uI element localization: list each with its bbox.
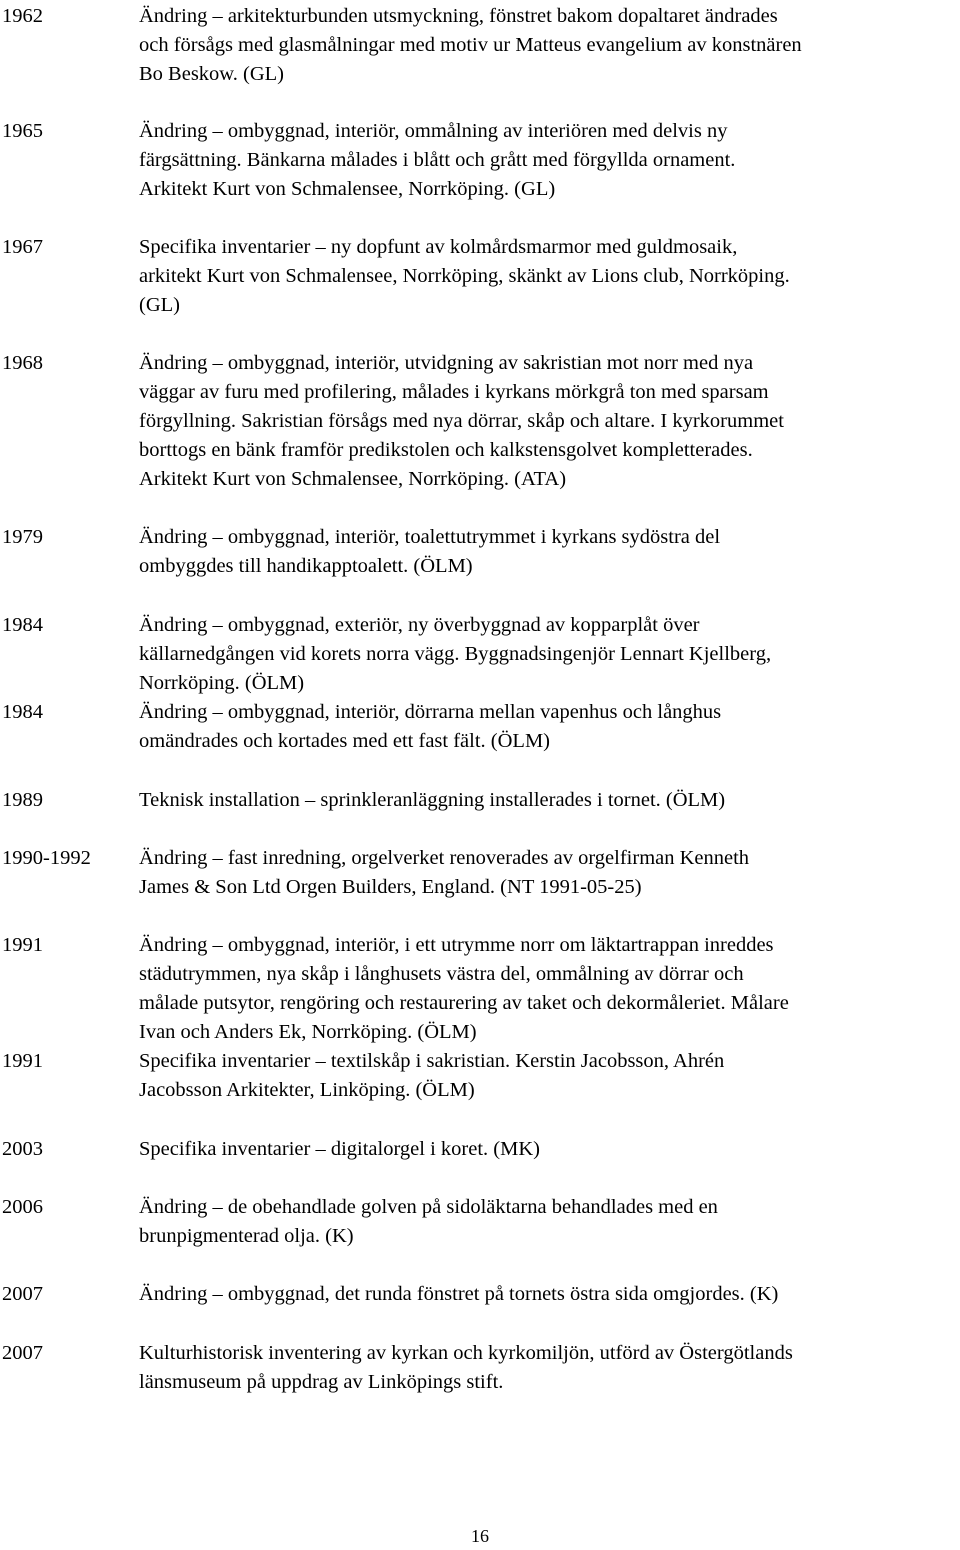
entry-text — [139, 931, 939, 1047]
entry-year: 2003 — [2, 1138, 43, 1160]
entry-text — [139, 1135, 939, 1164]
entry-year: 1991 — [2, 934, 43, 956]
entry-line: Teknisk installation – sprinkleranläggning installerades i tornet. (ÖLM) — [139, 789, 726, 811]
entry-line: Norrköping. (ÖLM) — [139, 672, 305, 694]
entry-line: arkitekt Kurt von Schmalensee, Norrköping, skänkt av Lions club, Norrköping. — [139, 265, 790, 287]
entry-line: brunpigmenterad olja. (K) — [139, 1225, 354, 1247]
entry-line: färgsättning. Bänkarna målades i blått och grått med förgyllda ornament. — [139, 149, 736, 171]
entry-line: Ändring – ombyggnad, exteriör, ny överbyggnad av kopparplåt över — [139, 614, 700, 636]
entry-line: städutrymmen, nya skåp i långhusets västra del, ommålning av dörrar och — [139, 963, 744, 985]
entry-text — [139, 1280, 939, 1309]
entry-line: Ändring – ombyggnad, det runda fönstret på tornets östra sida omgjordes. (K) — [139, 1283, 779, 1305]
entry-year: 2007 — [2, 1283, 43, 1305]
entry-line: Jacobsson Arkitekter, Linköping. (ÖLM) — [139, 1079, 475, 1101]
entry-year: 1990-1992 — [2, 847, 91, 869]
entry-line: ombyggdes till handikapptoalett. (ÖLM) — [139, 555, 473, 577]
entry-text — [139, 611, 939, 698]
entry-year: 1991 — [2, 1050, 43, 1072]
entry-text — [139, 233, 939, 320]
entry-line: Ändring – ombyggnad, interiör, utvidgning av sakristian mot norr med nya — [139, 352, 754, 374]
entry-line: James & Son Ltd Orgen Builders, England. (NT 1991-05-25) — [139, 876, 642, 898]
entry-text — [139, 2, 939, 89]
entry-line: målade putsytor, rengöring och restaurering av taket och dekormåleriet. Målare — [139, 992, 789, 1014]
entry-text — [139, 117, 939, 204]
entry-line: förgyllning. Sakristian försågs med nya dörrar, skåp och altare. I kyrkorummet — [139, 410, 784, 432]
entry-year: 1979 — [2, 526, 43, 548]
entry-year: 1989 — [2, 789, 43, 811]
entry-line: Ändring – ombyggnad, interiör, ommålning av interiören med delvis ny — [139, 120, 728, 142]
entry-year: 1965 — [2, 120, 43, 142]
entry-line: källarnedgången vid korets norra vägg. Byggnadsingenjör Lennart Kjellberg, — [139, 643, 772, 665]
entry-line: Specifika inventarier – ny dopfunt av kolmårdsmarmor med guldmosaik, — [139, 236, 738, 258]
entry-line: omändrades och kortades med ett fast fält. (ÖLM) — [139, 730, 551, 752]
entry-year: 1962 — [2, 5, 43, 27]
entry-line: Specifika inventarier – textilskåp i sakristian. Kerstin Jacobsson, Ahrén — [139, 1050, 725, 1072]
entry-line: Kulturhistorisk inventering av kyrkan och kyrkomiljön, utförd av Östergötlands — [139, 1342, 793, 1364]
entry-line: Ändring – ombyggnad, interiör, toalettutrymmet i kyrkans sydöstra del — [139, 526, 721, 548]
entry-line: (GL) — [139, 294, 180, 316]
entry-text — [139, 523, 939, 581]
entry-text — [139, 349, 939, 494]
entry-line: Arkitekt Kurt von Schmalensee, Norrköping. (GL) — [139, 178, 556, 200]
entry-line: och försågs med glasmålningar med motiv ur Matteus evangelium av konstnären — [139, 34, 802, 56]
entry-text — [139, 786, 939, 815]
entry-text — [139, 1047, 939, 1105]
entry-text — [139, 1193, 939, 1251]
entry-year: 1967 — [2, 236, 43, 258]
entry-year: 1984 — [2, 701, 43, 723]
entry-line: Ändring – arkitekturbunden utsmyckning, fönstret bakom dopaltaret ändrades — [139, 5, 778, 27]
entry-line: Specifika inventarier – digitalorgel i koret. (MK) — [139, 1138, 540, 1160]
entry-line: Ändring – ombyggnad, interiör, dörrarna mellan vapenhus och långhus — [139, 701, 722, 723]
entry-year: 2007 — [2, 1342, 43, 1364]
entry-line: länsmuseum på uppdrag av Linköpings stift. — [139, 1371, 504, 1393]
entry-text — [139, 698, 939, 756]
entry-line: väggar av furu med profilering, målades i kyrkans mörkgrå ton med sparsam — [139, 381, 769, 403]
entry-year: 1984 — [2, 614, 43, 636]
entry-line: Ivan och Anders Ek, Norrköping. (ÖLM) — [139, 1021, 477, 1043]
entry-year: 1968 — [2, 352, 43, 374]
entry-line: Ändring – de obehandlade golven på sidoläktarna behandlades med en — [139, 1196, 718, 1218]
entry-line: Arkitekt Kurt von Schmalensee, Norrköping. (ATA) — [139, 468, 567, 490]
entry-text — [139, 1339, 939, 1397]
entry-line: Ändring – fast inredning, orgelverket renoverades av orgelfirman Kenneth — [139, 847, 750, 869]
entry-line: borttogs en bänk framför predikstolen och kalkstensgolvet kompletterades. — [139, 439, 753, 461]
entry-line: Ändring – ombyggnad, interiör, i ett utrymme norr om läktartrappan inreddes — [139, 934, 774, 956]
entry-line: Bo Beskow. (GL) — [139, 63, 285, 85]
page-number: 16 — [471, 1526, 489, 1546]
entry-text — [139, 844, 939, 902]
entry-year: 2006 — [2, 1196, 43, 1218]
